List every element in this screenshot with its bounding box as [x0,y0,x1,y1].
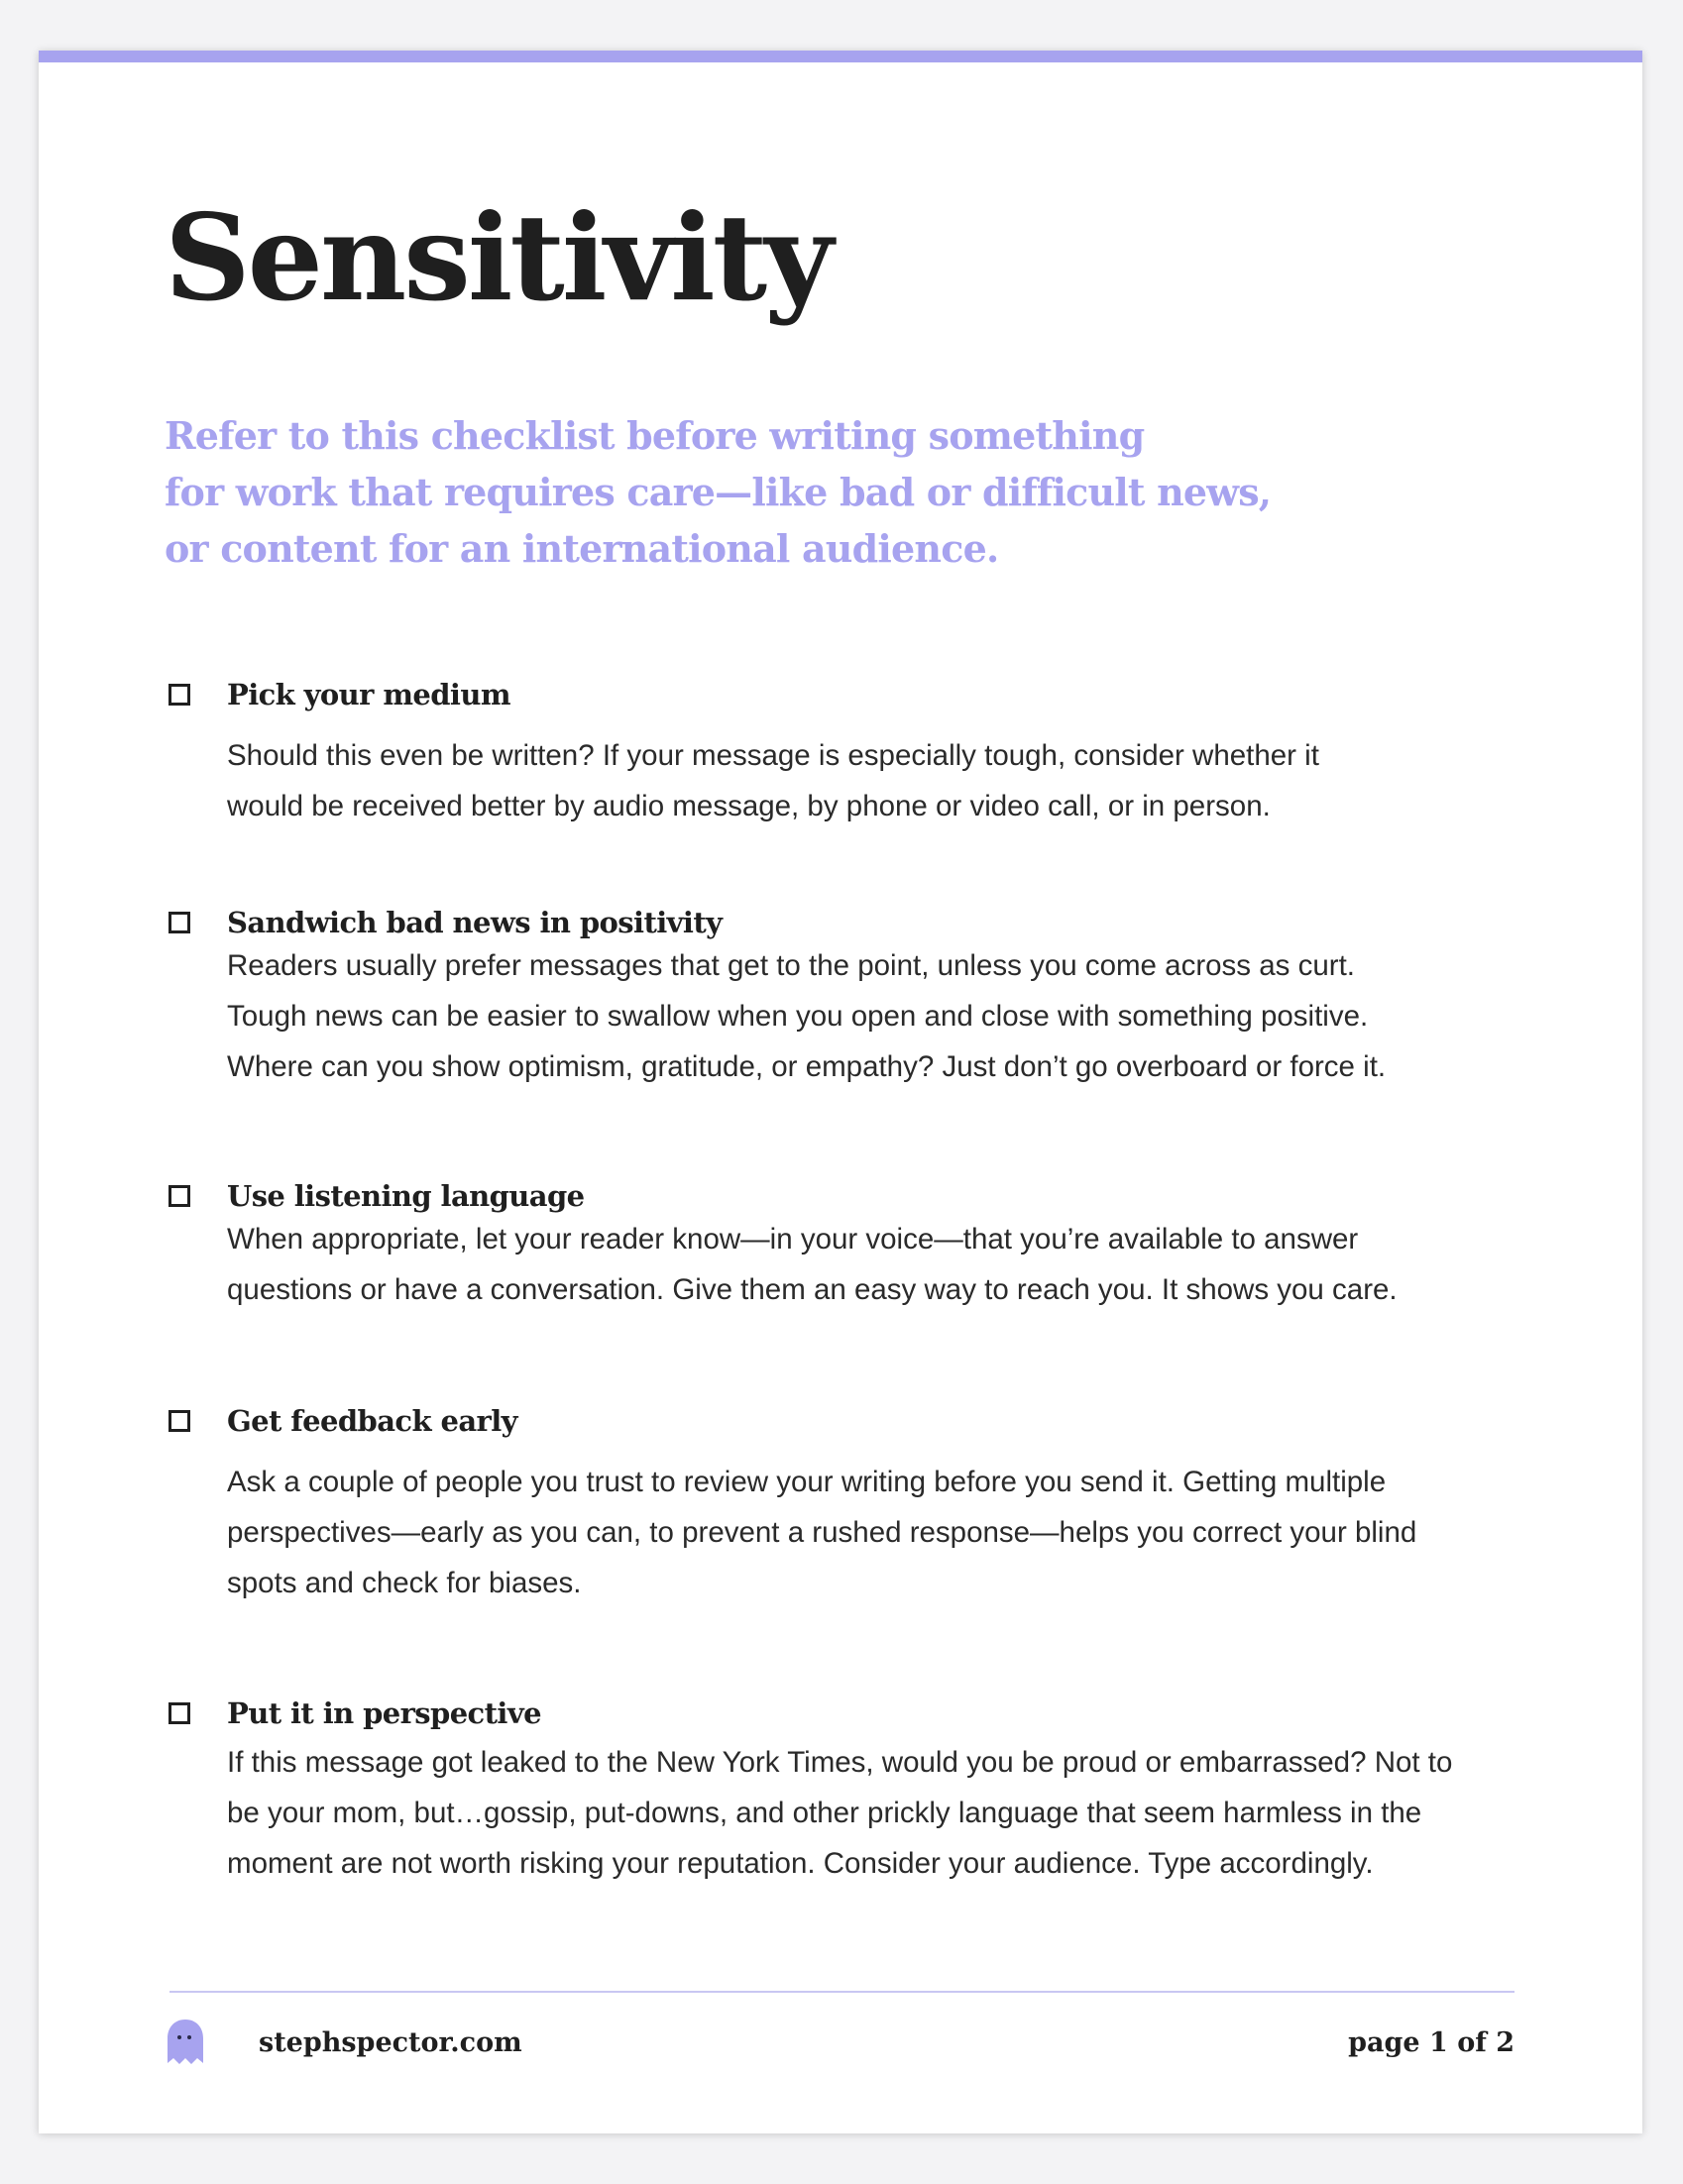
checkbox[interactable] [168,912,190,933]
checklist-item-heading: Sandwich bad news in positivity [227,906,723,939]
body-line: perspectives—early as you can, to prevent a rushed response—helps you correct your blind [227,1516,1417,1549]
subtitle-line: Refer to this checklist before writing something [165,413,1145,458]
body-line: If this message got leaked to the New York Times, would you be proud or embarrassed? Not to [227,1746,1453,1779]
checklist-item-heading: Put it in perspective [227,1696,541,1730]
checkbox[interactable] [168,1185,190,1207]
checkbox[interactable] [168,1702,190,1724]
body-line: Where can you show optimism, gratitude, or empathy? Just don’t go overboard or force it. [227,1050,1387,1083]
subtitle-line: for work that requires care—like bad or difficult news, [165,470,1272,514]
document-page [39,51,1642,2133]
checkbox[interactable] [168,684,190,706]
body-line: moment are not worth risking your reputation. Consider your audience. Type accordingly. [227,1847,1374,1880]
checklist-item-heading: Get feedback early [227,1404,517,1438]
checklist-item-body [227,1737,1452,1889]
body-line: Ask a couple of people you trust to review your writing before you send it. Getting multiple [227,1466,1387,1498]
body-line: Readers usually prefer messages that get to the point, unless you come across as curt. [227,949,1355,982]
ghost-icon [166,2018,205,2067]
subtitle [165,407,1271,577]
body-line: questions or have a conversation. Give them an easy way to reach you. It shows you care. [227,1273,1398,1306]
checkbox[interactable] [168,1410,190,1432]
body-line: Tough news can be easier to swallow when you open and close with something positive. [227,1000,1369,1033]
page-title: Sensitivity [165,188,831,328]
footer-divider [169,1991,1515,1993]
body-line: would be received better by audio message, by phone or video call, or in person. [227,790,1271,822]
subtitle-line: or content for an international audience. [165,526,999,571]
checklist-item-body [227,940,1386,1092]
site-link[interactable]: stephspector.com [259,2027,522,2058]
checklist-item-body [227,730,1319,831]
body-line: be your mom, but…gossip, put-downs, and other prickly language that seem harmless in the [227,1797,1422,1829]
checklist-item-heading: Use listening language [227,1179,585,1213]
page-number: page 1 of 2 [1348,2027,1515,2058]
checklist-item-body [227,1457,1416,1608]
body-line: Should this even be written? If your message is especially tough, consider whether it [227,739,1319,772]
body-line: When appropriate, let your reader know—in your voice—that you’re available to answer [227,1223,1359,1256]
accent-bar [39,51,1642,62]
checklist-item-heading: Pick your medium [227,678,510,711]
checklist-item-body [227,1214,1398,1315]
body-line: spots and check for biases. [227,1567,582,1599]
